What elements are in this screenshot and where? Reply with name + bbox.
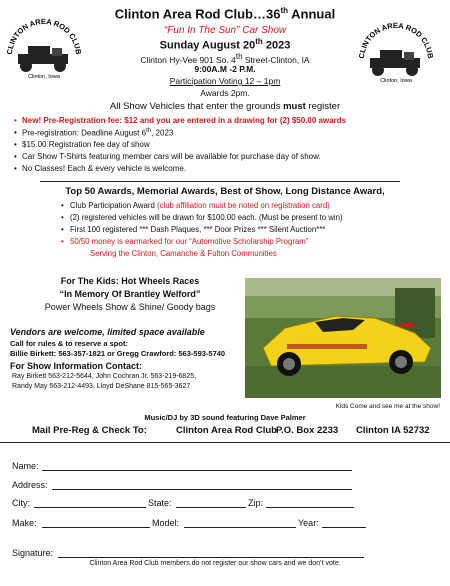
logo-text: CLINTON AREA ROD CLUB: [356, 22, 436, 59]
award-plaques: • First 100 registered *** Dash Plaques, *** Door Prizes *** Silent Auction***: [70, 225, 325, 234]
state-field[interactable]: [176, 507, 246, 508]
signature-field[interactable]: [58, 557, 364, 558]
flyer-subtitle: “Fun In The Sun” Car Show: [163, 25, 287, 36]
show-time: 9:00A.M -2 P.M.: [194, 64, 256, 74]
mail-club: Clinton Area Rod Club: [176, 425, 277, 436]
award-drawing: • (2) registered vehicles will be drawn for $100.00 each. (Must be present to win): [70, 213, 343, 222]
award-scholarship: • 50/50 money is earmarked for our “Automotive Scholarship Program”: [70, 237, 308, 246]
awards-time: Awards 2pm.: [200, 88, 250, 98]
info-contacts-1: Ray Birkett 563-212-5644, John Cochran Jr. 563-219-6825,: [12, 373, 197, 380]
model-field[interactable]: [184, 527, 296, 528]
award-club-participation: • Club Participation Award (club affiliation must be noted on registration card): [70, 201, 330, 210]
kids-power-wheels: Power Wheels Show & Shine/ Goody bags: [44, 302, 216, 312]
show-date: Sunday August 20th 2023: [159, 37, 291, 52]
year-field[interactable]: [322, 527, 366, 528]
info-contacts-2: Randy May 563-212-4493, Lloyd DeShane 815-565-3627: [12, 383, 191, 390]
voting-time: Participation Voting 12 – 1pm: [169, 76, 281, 86]
bullet-prereg-fee: • New! Pre-Registration fee: $12 and you are entered in a drawing for (2) $50.00 awards: [22, 116, 346, 125]
name-label: Name:: [12, 461, 39, 471]
kids-memorial: “In Memory Of Brantley Welford”: [59, 289, 201, 299]
show-address: Clinton Hy-Vee 901 So. 4th Street-Clinton, IA: [140, 52, 310, 65]
state-label: State:: [148, 498, 172, 508]
awards-heading: Top 50 Awards, Memorial Awards, Best of Show, Long Distance Award,: [65, 186, 385, 197]
mail-box: P.O. Box 2233: [276, 425, 339, 436]
car-photo: [245, 278, 441, 398]
address-field[interactable]: [52, 489, 352, 490]
logo-text: CLINTON AREA ROD CLUB: [4, 18, 84, 55]
name-field[interactable]: [42, 470, 352, 471]
zip-field[interactable]: [266, 507, 354, 508]
music-credit: Music/DJ by 3D sound featuring Dave Palmer: [144, 413, 306, 422]
vendors-heading: Vendors are welcome, limited space available: [10, 327, 205, 337]
form-footer-note: Clinton Area Rod Club members do not register our show cars and we don’t vote.: [89, 560, 341, 567]
mail-city: Clinton IA 52732: [356, 425, 430, 436]
kids-heading: For The Kids: Hot Wheels Races: [60, 276, 200, 286]
make-field[interactable]: [42, 527, 150, 528]
award-communities: Serving the Clinton, Camanche & Fulton Communities: [90, 249, 277, 258]
year-label: Year:: [298, 518, 319, 528]
bullet-tshirts: • Car Show T-Shirts featuring member cars will be available for purchase day of show.: [22, 152, 321, 161]
bullet-deadline: • Pre-registration: Deadline August 6th, 2023: [22, 128, 173, 138]
zip-label: Zip:: [248, 498, 264, 508]
mail-label: Mail Pre-Reg & Check To:: [32, 425, 147, 436]
logo-sub: Clinton, Iowa: [28, 74, 60, 80]
signature-label: Signature:: [12, 548, 54, 558]
car-caption: Kids Come and see me at the show!: [335, 403, 440, 410]
bullet-no-classes: • No Classes! Each & every vehicle is welcome.: [22, 164, 186, 173]
info-heading: For Show Information Contact:: [10, 361, 142, 371]
register-intro: All Show Vehicles that enter the grounds must register: [109, 101, 341, 112]
model-label: Model:: [152, 518, 180, 528]
logo-sub: Clinton, Iowa: [380, 78, 412, 84]
city-label: City:: [12, 498, 30, 508]
make-label: Make:: [12, 518, 37, 528]
club-logo-right: [356, 22, 436, 84]
divider: [0, 442, 450, 443]
address-label: Address:: [12, 480, 48, 490]
flyer-title: Clinton Area Rod Club…36th Annual: [114, 6, 336, 22]
divider: [40, 181, 400, 182]
city-field[interactable]: [34, 507, 146, 508]
bullet-dayof-fee: • $15.00 Registration fee day of show: [22, 140, 150, 149]
vendors-rules: Call for rules & to reserve a spot:: [10, 339, 128, 348]
club-logo-left: [4, 18, 84, 80]
vendors-contacts: Billie Birkett: 563-357-1821 or Gregg Crawford: 563-593-5740: [10, 349, 226, 358]
